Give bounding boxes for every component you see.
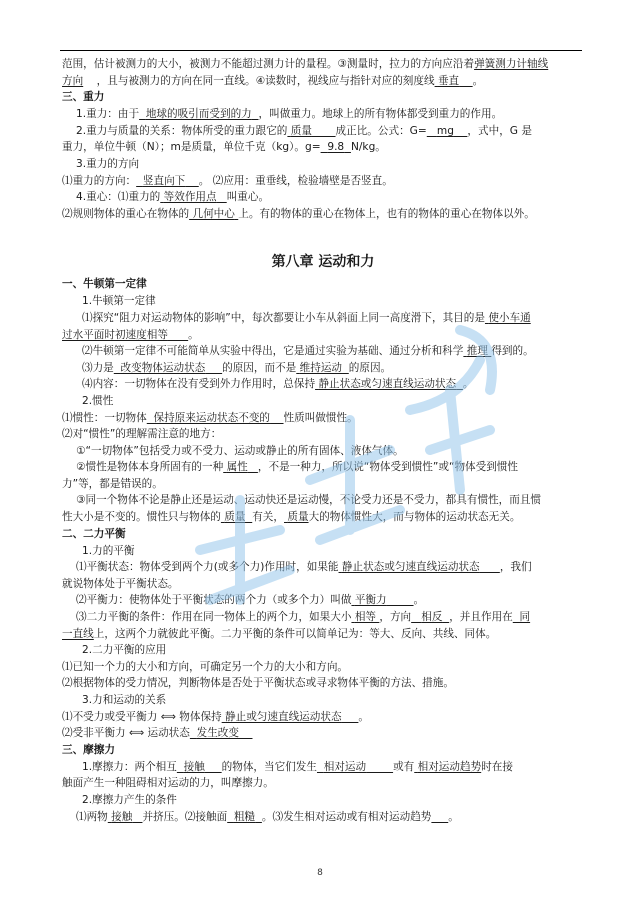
text-line: 4.重心：⑴重力的 等效作用点 叫重心。	[76, 191, 270, 204]
section-heading-newton: 一、牛顿第一定律	[62, 278, 147, 291]
double-arrow-icon: ⟺	[160, 710, 176, 723]
header-rule	[60, 50, 582, 51]
text-line: 触面产生一种阻碍相对运动的力，叫摩擦力。	[62, 777, 274, 790]
text-line: ⑶二力平衡的条件：作用在同一物体上的两个力，如果大小 相等 ，方向 相反 ，并且作用在 同	[76, 611, 531, 624]
text-line: ⑶力是 改变物体运动状态 的原因，而不是 维持运动 的原因。	[82, 361, 392, 374]
text-line: 3.力和运动的关系	[82, 694, 167, 706]
document-page	[62, 56, 584, 825]
double-arrow-icon: ⟺	[128, 727, 145, 740]
text-line: 方向 ，且与被测力的方向在同一直线。④读数时，视线应与指针对应的刻度线 垂直 。	[62, 74, 484, 87]
text-line: ⑵受非平衡力 ⟺ 运动状态 发生改变	[62, 727, 239, 740]
text-line: 2.摩擦力产生的条件	[82, 793, 177, 806]
text-line: 重力，单位牛顿（N）；m是质量，单位千克（kg）。g= 9.8 N/kg。	[62, 141, 386, 154]
page-number: 8	[317, 868, 323, 878]
text-line: ⑴两物 接触 并挤压。⑵接触面 粗糙 。⑶发生相对运动或有相对运动趋势 。	[76, 810, 459, 823]
text-line: ⑵对“惯性”的理解需注意的地方：	[62, 428, 222, 441]
text-line: ⑴重力的方向： 竖直向下 。 ⑵应用：重垂线，检验墙壁是否竖直。	[62, 174, 393, 187]
text-line: ⑵根据物体的受力情况，判断物体是否处于平衡状态或寻求物体平衡的方法、措施。	[62, 677, 454, 690]
text-line: ⑵平衡力：使物体处于平衡状态的两个力（或多个力）叫做 平衡力 。	[76, 594, 425, 607]
text-line: 1.重力：由于 地球的吸引而受到的力 ，叫做重力。地球上的所有物体都受到重力的作用。	[76, 108, 503, 121]
text-line: 就说物体处于平衡状态。	[62, 577, 179, 590]
text-line: 一直线上，这两个力就彼此平衡。二力平衡的条件可以简单记为：等大、反向、共线、同体。	[62, 627, 497, 640]
text-line: ⑴已知一个力的大小和方向，可确定另一个力的大小和方向。	[62, 660, 349, 673]
text-line: ⑴探究“阻力对运动物体的影响”中，每次都要让小车从斜面上同一高度滑下，其目的是 使小车通	[82, 311, 531, 324]
section-heading-friction: 三、摩擦力	[62, 743, 115, 756]
text-line: 3.重力的方向	[76, 157, 140, 170]
text-line: ⑴平衡状态：物体受到两个力(或多个力)作用时，如果能 静止状态或匀速直线运动状态 ，我们	[76, 561, 532, 574]
text-line: 力”等，都是错误的。	[62, 477, 163, 490]
text-line: ②惯性是物体本身所固有的一种 属性 ，不是一种力，所以说“物体受到惯性”或“物体受到惯性	[76, 461, 519, 474]
text-line: 范围，估计被测力的大小，被测力不能超过测力计的量程。③测量时，拉力的方向应沿着弹簧测力计轴线	[62, 58, 549, 70]
text-line: ①“一切物体”包括受力或不受力、运动或静止的所有固体、液体气体。	[76, 444, 404, 457]
chapter-title: 第八章 运动和力	[271, 254, 375, 271]
section-heading-balance: 二、二力平衡	[62, 527, 126, 540]
text-line: 过水平面时初速度相等 。	[62, 328, 199, 341]
section-heading-gravity: 三、重力	[62, 91, 105, 104]
text-line: 2.惯性	[82, 394, 114, 407]
text-line: 2.重力与质量的关系：物体所受的重力跟它的 质量 成正比。公式：G= mg ，式中，G 是	[76, 124, 532, 137]
text-line: ⑴惯性：一切物体 保持原来运动状态不变的 性质叫做惯性。	[62, 411, 358, 424]
text-line: ⑵规则物体的重心在物体的 几何中心 上。有的物体的重心在物体上，也有的物体的重心在物体以外。	[62, 207, 535, 220]
text-line: 1.摩擦力：两个相互 接触 的物体，当它们发生 相对运动 或有 相对运动趋势时在接	[82, 760, 513, 773]
text-line: ③同一个物体不论是静止还是运动、运动快还是运动慢，不论受力还是不受力，都具有惯性，而且惯	[76, 494, 542, 507]
text-line: ⑷内容：一切物体在没有受到外力作用时，总保持 静止状态或匀速直线运动状态 。	[82, 378, 474, 391]
text-line: 2.二力平衡的应用	[82, 644, 167, 657]
text-line: 1.力的平衡	[82, 544, 135, 557]
text-line: 1.牛顿第一定律	[82, 295, 156, 308]
text-line: 性大小是不变的。惯性只与物体的 质量 有关， 质量大的物体惯性大，而与物体的运动状态无关。	[62, 511, 521, 524]
text-line: ⑴不受力或受平衡力 ⟺ 物体保持 静止或匀速直线运动状态 。	[62, 710, 369, 723]
text-line: ⑵牛顿第一定律不可能简单从实验中得出，它是通过实验为基础、通过分析和科学 推理 得到的。	[82, 345, 534, 358]
